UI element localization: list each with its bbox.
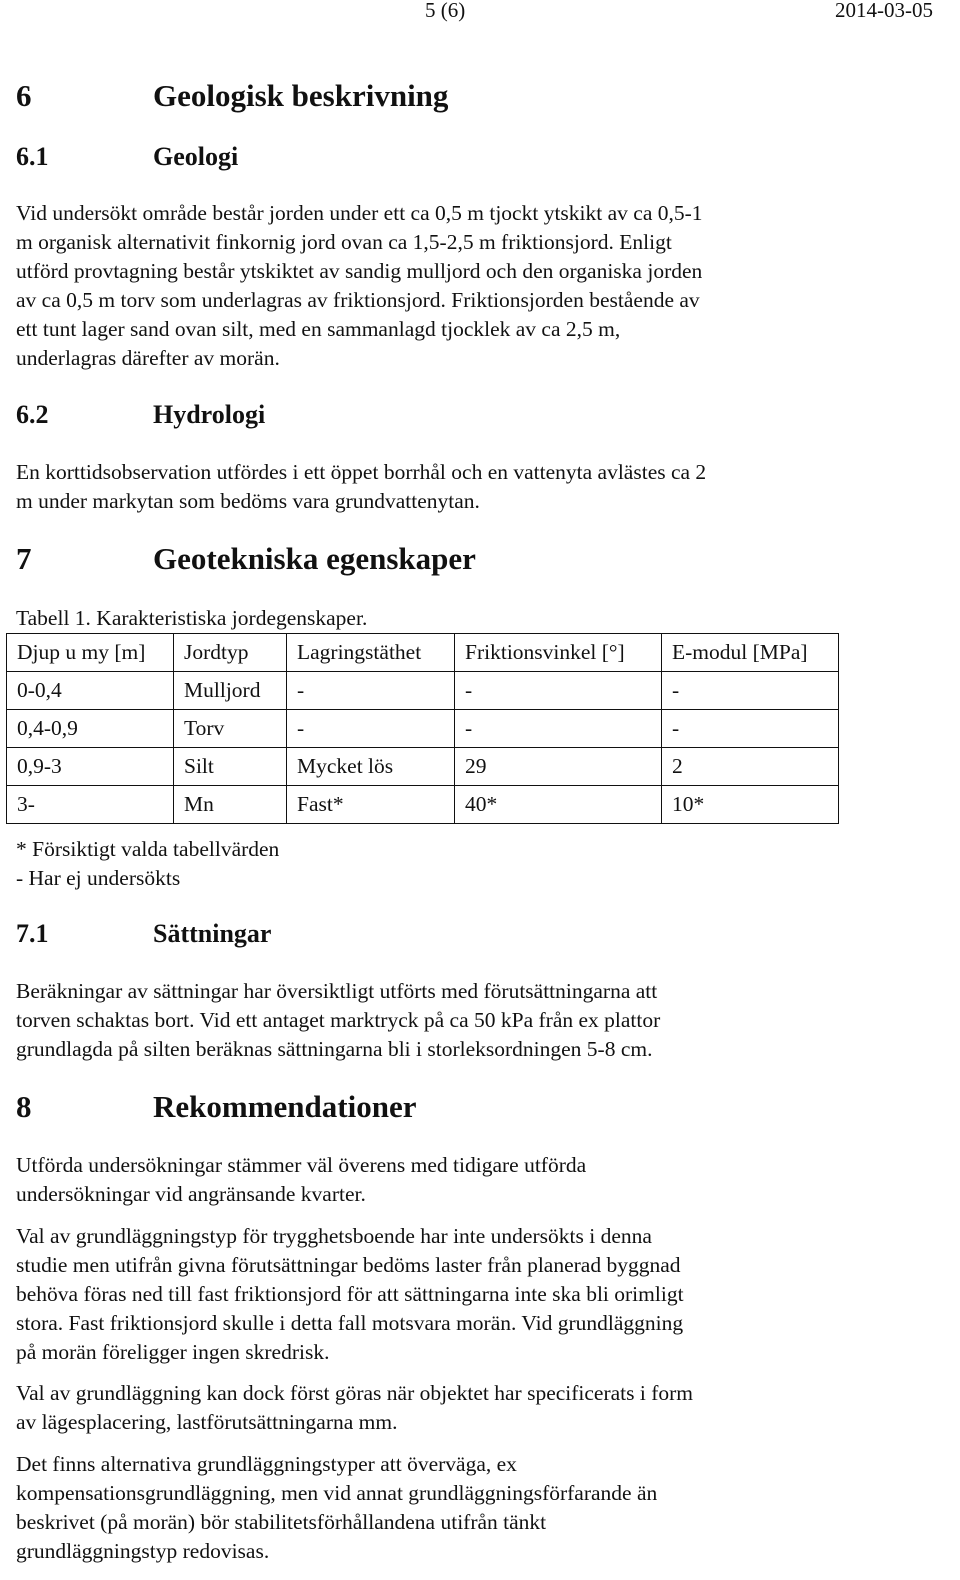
text-line: kompensationsgrundläggning, men vid annat grundläggningsförfarande än <box>16 1481 658 1505</box>
text-line: av lägesplacering, lastförutsättningarna mm. <box>16 1410 398 1434</box>
section-7-1-heading <box>0 919 960 953</box>
column-header: Jordtyp <box>174 634 287 672</box>
table-cell: 2 <box>662 748 839 786</box>
table-row <box>7 786 839 824</box>
section-title: Geologisk beskrivning <box>153 78 449 113</box>
document-date: 2014-03-05 <box>835 0 933 22</box>
text-line: stora. Fast friktionsjord skulle i detta fall motsvara morän. Vid grundläggning <box>16 1311 684 1335</box>
text-line: på morän föreligger ingen skredrisk. <box>16 1340 330 1364</box>
table-cell: - <box>287 710 455 748</box>
table-cell: Mulljord <box>174 672 287 710</box>
table-cell: Fast* <box>287 786 455 824</box>
section-title: Sättningar <box>153 919 272 948</box>
text-line: grundlagda på silten beräknas sättningarna bli i storleksordningen 5-8 cm. <box>16 1037 653 1061</box>
text-line: grundläggningstyp redovisas. <box>16 1539 270 1563</box>
section-number: 7.1 <box>16 919 49 948</box>
table-caption: Tabell 1. Karakteristiska jordegenskaper. <box>16 606 368 630</box>
section-6-heading <box>0 78 960 118</box>
table-row <box>7 748 839 786</box>
hydrologi-paragraph <box>16 458 706 516</box>
text-line: m organisk alternativit finkornig jord ovan ca 1,5-2,5 m friktionsjord. Enligt <box>16 230 672 254</box>
section-number: 7 <box>16 541 32 576</box>
text-line: behöva föras ned till fast friktionsjord för att sättningarna inte ska bli orimligt <box>16 1282 684 1306</box>
text-line: Vid undersökt område består jorden under ett ca 0,5 m tjockt ytskikt av ca 0,5-1 <box>16 201 703 225</box>
section-6-2-heading <box>0 400 960 434</box>
text-line: ett tunt lager sand ovan silt, med en sammanlagd tjocklek av ca 2,5 m, <box>16 317 621 341</box>
table-cell: - <box>287 672 455 710</box>
table-cell: 0,9-3 <box>7 748 174 786</box>
text-line: Beräkningar av sättningar har översiktligt utförts med förutsättningarna att <box>16 979 658 1003</box>
table-cell: 3- <box>7 786 174 824</box>
table-cell: 10* <box>662 786 839 824</box>
column-header: Lagringstäthet <box>287 634 455 672</box>
table-cell: Mn <box>174 786 287 824</box>
table-cell: - <box>455 672 662 710</box>
table-cell: 29 <box>455 748 662 786</box>
table-header-row <box>7 634 839 672</box>
recommendation-paragraph-4 <box>16 1450 657 1566</box>
text-line: studie men utifrån givna förutsättningar bedöms laster från planerad byggnad <box>16 1253 681 1277</box>
text-line: Val av grundläggning kan dock först göras när objektet har specificerats i form <box>16 1381 694 1405</box>
section-7-heading <box>0 541 960 581</box>
recommendation-paragraph-2 <box>16 1222 684 1367</box>
section-6-1-heading <box>0 142 960 176</box>
table-notes <box>16 835 279 893</box>
column-header: Friktionsvinkel [°] <box>455 634 662 672</box>
table-cell: 40* <box>455 786 662 824</box>
text-line: Val av grundläggningstyp för trygghetsboende har inte undersökts i denna <box>16 1224 652 1248</box>
text-line: m under markytan som bedöms vara grundvattenytan. <box>16 489 480 513</box>
section-title: Geologi <box>153 142 239 171</box>
column-header: E-modul [MPa] <box>662 634 839 672</box>
text-line: beskrivet (på morän) bör stabilitetsförhållandena utifrån tänkt <box>16 1510 547 1534</box>
table-row <box>7 710 839 748</box>
table-cell: 0,4-0,9 <box>7 710 174 748</box>
table-cell: - <box>662 710 839 748</box>
table-row <box>7 672 839 710</box>
section-number: 6.2 <box>16 400 49 429</box>
table-cell: 0-0,4 <box>7 672 174 710</box>
section-8-heading <box>0 1089 960 1129</box>
table-note: - Har ej undersökts <box>16 866 181 890</box>
table-cell: - <box>662 672 839 710</box>
section-number: 8 <box>16 1089 32 1124</box>
sattningar-paragraph <box>16 977 660 1064</box>
text-line: underlagras därefter av morän. <box>16 346 280 370</box>
text-line: Utförda undersökningar stämmer väl överens med tidigare utförda <box>16 1153 587 1177</box>
geologi-paragraph <box>16 199 703 373</box>
section-title: Hydrologi <box>153 400 266 429</box>
section-number: 6 <box>16 78 32 113</box>
recommendation-paragraph-3 <box>16 1379 693 1437</box>
table-note: * Försiktigt valda tabellvärden <box>16 837 280 861</box>
page-number: 5 (6) <box>425 0 466 22</box>
recommendation-paragraph-1 <box>16 1151 586 1209</box>
text-line: En korttidsobservation utfördes i ett öppet borrhål och en vattenyta avlästes ca 2 <box>16 460 707 484</box>
column-header: Djup u my [m] <box>7 634 174 672</box>
text-line: Det finns alternativa grundläggningstyper att överväga, ex <box>16 1452 517 1476</box>
text-line: undersökningar vid angränsande kvarter. <box>16 1182 366 1206</box>
text-line: av ca 0,5 m torv som underlagras av friktionsjord. Friktionsjorden bestående av <box>16 288 700 312</box>
table-cell: Mycket lös <box>287 748 455 786</box>
section-number: 6.1 <box>16 142 49 171</box>
section-title: Geotekniska egenskaper <box>153 541 476 576</box>
text-line: utförd provtagning består ytskiktet av sandig mulljord och den organiska jorden <box>16 259 703 283</box>
section-title: Rekommendationer <box>153 1089 417 1124</box>
table-cell: Torv <box>174 710 287 748</box>
soil-properties-table <box>6 633 839 824</box>
table-cell: Silt <box>174 748 287 786</box>
table-cell: - <box>455 710 662 748</box>
text-line: torven schaktas bort. Vid ett antaget marktryck på ca 50 kPa från ex plattor <box>16 1008 661 1032</box>
